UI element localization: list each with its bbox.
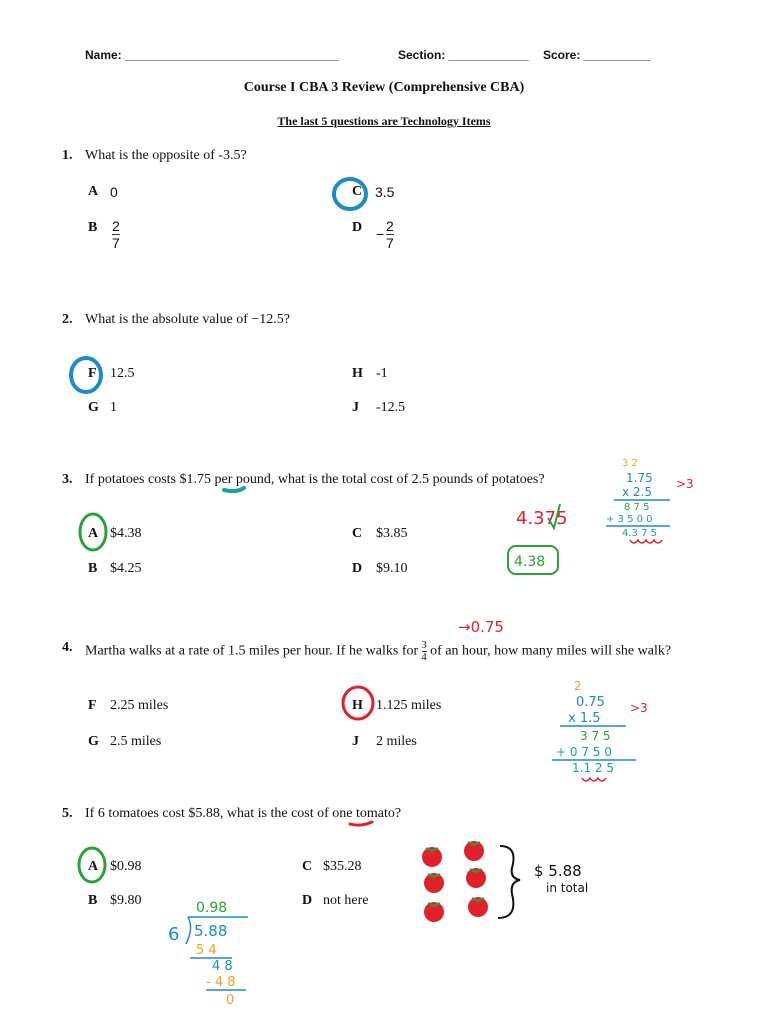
q5-option-d-value: not here <box>323 893 369 908</box>
question-1-text: What is the opposite of -3.5? <box>85 148 247 163</box>
q5-divisor-text: 6 <box>168 924 180 945</box>
q5-option-d-letter: D <box>302 893 313 908</box>
q1-option-d-numerator: 2 <box>386 218 394 234</box>
q5-step-4: 0 <box>226 993 235 1008</box>
q3-option-b-value: $4.25 <box>110 561 142 576</box>
q2-option-j-letter: J <box>352 400 359 415</box>
q5-option-a-letter: A <box>88 859 99 874</box>
q1-option-b-denominator: 7 <box>112 235 120 251</box>
page-subtitle: The last 5 questions are Technology Items <box>277 114 491 128</box>
question-2-text: What is the absolute value of −12.5? <box>85 312 291 327</box>
q4-decimal-text: →0.75 <box>458 618 504 636</box>
name-field-label: Name: ________________________________ <box>85 48 339 62</box>
q4-option-f-value: 2.25 miles <box>110 698 169 713</box>
question-4-text-after: of an hour, how many miles will she walk? <box>430 643 672 659</box>
q3-option-c-value: $3.85 <box>376 526 408 541</box>
question-4-text-before: Martha walks at a rate of 1.5 miles per hour. If he walks for <box>85 643 419 659</box>
q5-one-underline <box>350 822 372 825</box>
q4-option-h-value: 1.125 miles <box>376 698 442 713</box>
q3-option-d-letter: D <box>352 561 363 576</box>
q5-option-a-value: $0.98 <box>110 859 142 874</box>
q1-option-b-letter: B <box>88 220 98 235</box>
question-1-number: 1. <box>62 148 73 163</box>
question-2-number: 2. <box>62 312 73 327</box>
q4-option-j-letter: J <box>352 734 359 749</box>
question-5-number: 5. <box>62 806 73 821</box>
q2-option-g-letter: G <box>88 400 99 415</box>
q5-answer-circle <box>79 848 105 882</box>
q2-answer-circle <box>71 358 101 392</box>
q5-dividend-text: 5.88 <box>194 922 228 940</box>
score-field-label: Score: __________ <box>543 48 651 62</box>
tomato-group <box>422 841 488 922</box>
q3-per-underline <box>224 488 244 491</box>
q1-option-d-denominator: 7 <box>386 235 394 251</box>
q3-option-b-letter: B <box>88 561 98 576</box>
q4-mult-line-4: + 0 7 5 0 <box>556 745 612 759</box>
question-4-number: 4. <box>62 640 73 655</box>
q4-carry-text: 2 <box>574 679 582 693</box>
q4-note-text: >3 <box>630 701 648 715</box>
question-4-fraction-numerator: 3 <box>421 640 427 651</box>
q5-total-text: $ 5.88 <box>534 862 582 880</box>
q5-total-note: in total <box>546 881 589 895</box>
q3-mult-line-4: + 3 5 0 0 <box>606 514 653 525</box>
q3-mult-line-5: 4.3 7 5 <box>622 528 657 539</box>
q2-option-g-value: 1 <box>110 400 117 415</box>
q5-step-3: - 4 8 <box>206 975 236 990</box>
q3-answer-circle <box>80 514 106 550</box>
q3-result-squiggle <box>630 540 662 543</box>
q5-option-b-letter: B <box>88 893 98 908</box>
q5-division-bracket <box>186 917 191 944</box>
page-title: Course I CBA 3 Review (Comprehensive CBA) <box>243 80 525 95</box>
q3-carry-text: 3 2 <box>622 458 638 469</box>
q5-option-c-letter: C <box>302 859 313 874</box>
q2-option-f-letter: F <box>88 366 97 381</box>
q2-option-h-letter: H <box>352 366 363 381</box>
q4-result-squiggle <box>582 778 606 781</box>
q4-option-g-letter: G <box>88 734 99 749</box>
q1-option-c-value: 3.5 <box>375 184 395 200</box>
q2-option-f-value: 12.5 <box>110 366 135 381</box>
q5-option-b-value: $9.80 <box>110 893 142 908</box>
question-4-fraction-denominator: 4 <box>421 652 427 663</box>
q1-option-a-letter: A <box>88 184 99 199</box>
q1-option-a-value: 0 <box>110 184 118 200</box>
q4-option-h-letter: H <box>352 698 363 713</box>
q3-note-text: >3 <box>676 477 694 491</box>
question-3-number: 3. <box>62 472 73 487</box>
q3-option-a-letter: A <box>88 526 99 541</box>
q3-option-a-value: $4.38 <box>110 526 142 541</box>
q5-quotient-text: 0.98 <box>196 900 228 916</box>
q5-option-c-value: $35.28 <box>323 859 362 874</box>
q1-option-d-letter: D <box>352 220 363 235</box>
question-5-text: If 6 tomatoes cost $5.88, what is the cost of one tomato? <box>85 806 402 821</box>
q4-mult-line-3: 3 7 5 <box>580 729 611 743</box>
q3-option-c-letter: C <box>352 526 363 541</box>
q3-option-d-value: $9.10 <box>376 561 408 576</box>
q4-mult-line-1: 0.75 <box>576 695 605 710</box>
q2-option-h-value: -1 <box>376 366 388 381</box>
q4-option-j-value: 2 miles <box>376 734 417 749</box>
q2-option-j-value: -12.5 <box>376 400 406 415</box>
q4-option-f-letter: F <box>88 698 97 713</box>
q3-mult-line-2: x 2.5 <box>622 485 652 499</box>
q3-rounded-text: 4.38 <box>514 554 546 570</box>
q3-product-text: 4.375 <box>516 508 568 529</box>
q3-mult-line-3: 8 7 5 <box>624 502 650 513</box>
q4-answer-circle <box>343 687 373 719</box>
q4-mult-line-5: 1.1 2 5 <box>572 761 614 775</box>
q4-option-g-value: 2.5 miles <box>110 734 162 749</box>
q1-option-b-numerator: 2 <box>112 218 120 234</box>
q1-option-c-letter: C <box>352 184 363 199</box>
q5-step-2: 4 8 <box>212 959 233 974</box>
q3-mult-line-1: 1.75 <box>626 471 653 485</box>
section-field-label: Section: ____________ <box>398 48 529 62</box>
q1-option-d-sign: − <box>376 226 385 242</box>
tomato-brace <box>498 846 520 918</box>
q5-step-1: 5 4 <box>196 943 217 958</box>
question-3-text: If potatoes costs $1.75 per pound, what is the total cost of 2.5 pounds of potatoes? <box>85 472 545 487</box>
q1-answer-circle <box>334 179 366 209</box>
q4-mult-line-2: x 1.5 <box>568 711 601 726</box>
